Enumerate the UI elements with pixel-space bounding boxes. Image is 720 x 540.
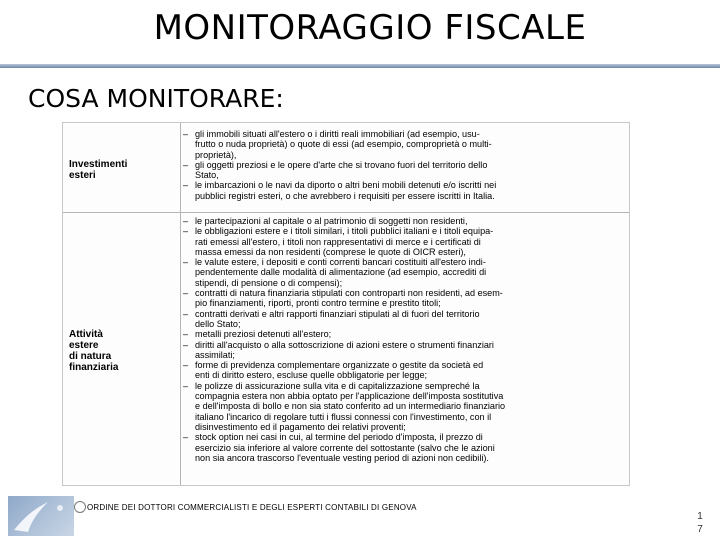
bullet-dash: – bbox=[183, 360, 189, 371]
list-item: – metalli preziosi detenuti all'estero; bbox=[183, 329, 332, 340]
bullet-dash: – bbox=[183, 226, 189, 237]
list-item: – le polizze di assicurazione sulla vita e di capitalizzazione sempreché la compagnia estera non abbia optato per l'applicazione dell'imposta sostitutiva e dell'imposta di bollo e non sia stato conferito ad un intermediario finanziario italiano l'incarico di regolare tutti i flussi connessi con l'investimento, con il disinvestimento ed il pagamento dei relativi proventi; bbox=[183, 380, 506, 432]
bullet-dash: – bbox=[183, 329, 189, 340]
column-divider bbox=[180, 123, 181, 485]
section-items-investimenti bbox=[183, 129, 623, 201]
page-number: 1 7 bbox=[697, 511, 703, 535]
bullet-dash: – bbox=[183, 257, 189, 268]
list-item: – contratti derivati e altri rapporti finanziari stipulati al di fuori del territorio dello Stato; bbox=[183, 308, 480, 329]
list-item: – le obbligazioni estere e i titoli similari, i titoli pubblici italiani e i titoli equipa- rati emessi all'estero, i titoli non rappresentativi di merce e i certificati di massa emessi da non residenti (comprese le quote di OICR esteri), bbox=[183, 226, 494, 257]
bullet-dash: – bbox=[183, 380, 189, 391]
list-item: – gli oggetti preziosi e le opere d'arte che si trovano fuori del territorio dello Stato, bbox=[183, 159, 488, 181]
bullet-dash: – bbox=[183, 288, 189, 299]
bullet-dash: – bbox=[183, 129, 189, 139]
document-table-image bbox=[62, 122, 630, 486]
list-item: – forme di previdenza complementare organizzate o gestite da società ed enti di diritto estero, escluse quelle obbligatorie per legge; bbox=[183, 360, 484, 381]
list-item: – le valute estere, i depositi e conti correnti bancari costituiti all'estero indi- pendentemente dalle modalità di alimentazione (ad esempio, accrediti di stipendi, di pensione o di compensi); bbox=[183, 257, 487, 288]
list-item: – gli immobili situati all'estero o i diritti reali immobiliari (ad esempio, usu- frutto o nuda proprietà) o quote di essi (ad esempio, comproprietà o multi- proprietà), bbox=[183, 129, 492, 160]
seal-icon bbox=[74, 501, 86, 513]
section-items-finanziarie bbox=[183, 216, 623, 463]
list-item: – le imbarcazioni o le navi da diporto o altri beni mobili detenuti e/o iscritti nei pubblici registri esteri, o che avrebbero i requisiti per essere iscritti in Italia. bbox=[183, 180, 497, 201]
bullet-dash: – bbox=[183, 216, 189, 226]
bullet-dash: – bbox=[183, 339, 189, 350]
list-item: – stock option nei casi in cui, al termine del periodo d'imposta, il prezzo di esercizio sia inferiore al valore corrente del sottostante (salvo che le azioni non sia ancora trascorso l'eventuale vesting period di azioni non cedibili). bbox=[183, 432, 495, 463]
slide-title: MONITORAGGIO FISCALE bbox=[153, 8, 587, 48]
bullet-dash: – bbox=[183, 432, 189, 443]
bullet-dash: – bbox=[183, 159, 189, 170]
bullet-dash: – bbox=[183, 180, 189, 191]
row-divider bbox=[63, 212, 629, 213]
category-attivita-finanziarie: Attività estere di natura finanziaria bbox=[69, 329, 119, 373]
list-item: – contratti di natura finanziaria stipulati con controparti non residenti, ad esem- pio finanziamenti, riporti, pronti contro termine e prestito titoli; bbox=[183, 288, 503, 309]
footer-organization: ORDINE DEI DOTTORI COMMERCIALISTI E DEGLI ESPERTI CONTABILI DI GENOVA bbox=[87, 503, 417, 512]
category-investimenti-esteri: Investimenti esteri bbox=[69, 159, 128, 181]
slide-subtitle: COSA MONITORARE: bbox=[28, 84, 284, 113]
organization-logo bbox=[8, 496, 74, 536]
list-item: – diritti all'acquisto o alla sottoscrizione di azioni estere o strumenti finanziari assimilati; bbox=[183, 339, 494, 360]
title-divider bbox=[0, 64, 720, 68]
list-item: – le partecipazioni al capitale o al patrimonio di soggetti non residenti, bbox=[183, 216, 468, 226]
logo-graphic bbox=[8, 496, 74, 536]
bullet-dash: – bbox=[183, 308, 189, 319]
